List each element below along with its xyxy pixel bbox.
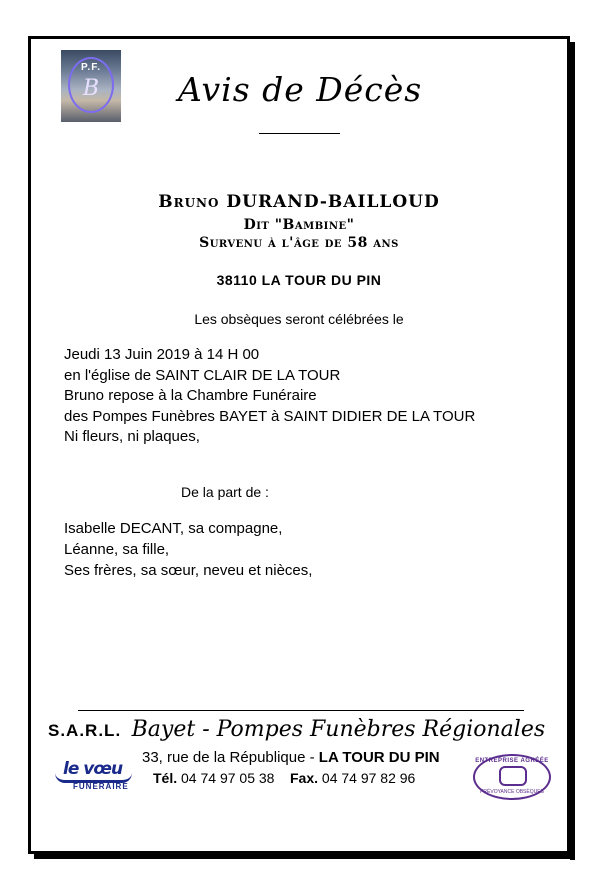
deceased-name: Bruno DURAND-BAILLOUD <box>158 192 440 212</box>
title-divider <box>259 133 340 134</box>
deceased-nickname: Dit "Bambine" <box>243 217 355 233</box>
ceremony-line: Bruno repose à la Chambre Funéraire <box>64 387 317 404</box>
logo-letter: B <box>82 76 100 101</box>
ceremony-details <box>64 345 475 448</box>
company-name: Bayet - Pompes Funèbres Régionales <box>131 717 546 742</box>
seal-bottom-text: PRÉVOYANCE OBSÈQUES <box>480 789 544 795</box>
deceased-age: Survenu à l'âge de 58 ans <box>199 235 399 251</box>
family-line: Ses frères, sa sœur, neveu et nièces, <box>64 562 313 579</box>
footer-company <box>48 717 545 742</box>
tel-number: 04 74 97 05 38 <box>181 770 275 786</box>
company-type: S.A.R.L. <box>48 721 122 740</box>
deceased-city: 38110 LA TOUR DU PIN <box>216 272 382 288</box>
ceremony-line: des Pompes Funèbres BAYET à SAINT DIDIER DE LA TOUR <box>64 407 476 425</box>
border-shadow-bottom <box>34 854 575 859</box>
ceremony-line: en l'église de SAINT CLAIR DE LA TOUR <box>64 366 341 384</box>
ceremony-line: Ni fleurs, ni plaques, <box>64 428 200 445</box>
voeu-logo-text: le vœu <box>63 759 123 779</box>
family-line: Isabelle DECANT, sa compagne, <box>64 520 283 537</box>
fax-label: Fax. <box>290 770 319 786</box>
fax-number: 04 74 97 82 96 <box>321 770 416 786</box>
family-line: Léanne, sa fille, <box>64 541 170 558</box>
border-shadow-right <box>570 42 575 860</box>
seal-emblem-icon <box>499 766 527 786</box>
family-list <box>64 518 312 581</box>
entreprise-agreee-seal <box>473 754 551 800</box>
le-voeu-funeraire-logo <box>55 757 132 795</box>
tel-label: Tél. <box>153 770 178 786</box>
company-address <box>142 749 440 766</box>
voeu-logo-subtext: FUNÉRAIRE <box>73 782 129 791</box>
address-city: LA TOUR DU PIN <box>318 749 440 766</box>
address-street: 33, rue de la République - <box>142 749 319 766</box>
page-title: Avis de Décès <box>178 70 423 109</box>
logo-pf-text: P.F. <box>81 62 101 73</box>
ceremony-intro: Les obsèques seront célébrées le <box>194 311 404 327</box>
pf-bayet-logo <box>61 50 121 122</box>
footer-divider <box>78 710 524 711</box>
family-intro: De la part de : <box>181 484 269 500</box>
ceremony-line: Jeudi 13 Juin 2019 à 14 H 00 <box>64 346 260 363</box>
company-phones <box>153 770 415 786</box>
seal-top-text: ENTREPRISE AGRÉÉE <box>475 758 549 764</box>
